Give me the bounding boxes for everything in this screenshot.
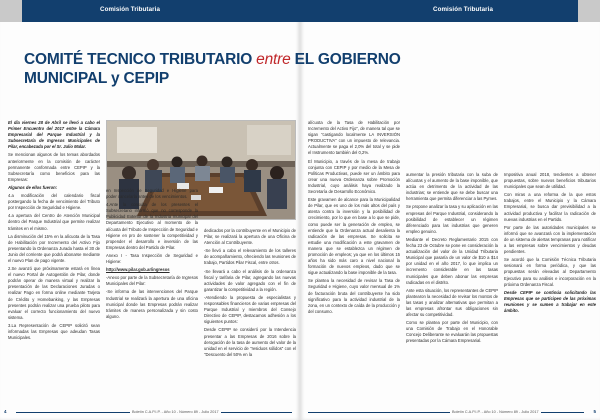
right-footer: [300, 406, 600, 420]
headline-part-1: COMITÉ TECNICO TRIBUTARIO: [24, 51, 257, 68]
left-footer: [0, 406, 300, 420]
paragraph: -Atendiendo la propuesta de especialistas y responsables financieros de varias empresas del Parque Industrial y miembros del Consejo Directivo de CEPIP, destacamos adhesión a los siguientes puntos:: [204, 294, 296, 325]
paragraph: Como se plantea por parte del Municipio, con una Comisión de Trabajo en el Honorable Concejo Deliberante se evaluarán las propuestas presentadas por la Cámara Empresarial.: [406, 320, 498, 344]
left-column-1: [8, 120, 100, 403]
right-column-1: [308, 120, 400, 403]
paragraph: Se acordó que la Comisión Técnica Tributaria sesionará en forma periódica, y que las propuestas serán elevadas al Departamento Ejecutivo para su análisis e incorporación en la próxima Ordenanza Fiscal.: [504, 257, 596, 287]
right-header-bar: [300, 0, 600, 22]
left-column-3: [204, 228, 296, 403]
paragraph: en Inspección de Seguridad e Higiene para poder cancelarla antes de los vencimientos.: [106, 188, 198, 200]
paragraph: 3.La Representación de CEPIP solicitó sean informadas las Empresas que adeudan Tasas Municipales.: [8, 322, 100, 341]
paragraph: 4.Ante la consulta de los presentes el Subsecretario informó que no corresponde la Publicidad Exterior de la Industria municipal del Departamento Ejecutivo al momento de la alícuota del Tributo de Inspección de Seguridad e Higiene en pro de sostener la competitividad y propender el desarrollo e inversión de las Empresas dentro del Partido de Pilar.: [106, 202, 198, 250]
paragraph: 4.a apertura del Centro de Atención Municipal dentro del Parque Industrial que permite realizar trámites en el mismo.: [8, 213, 100, 231]
left-column-2: [106, 188, 198, 403]
right-column-3: [504, 172, 596, 403]
left-header-bar: [0, 0, 300, 22]
headline-part-2: EL GOBIERNO MUNICIPAL y CEPIP: [24, 51, 401, 87]
paragraph: 4.a modificación del calendario fiscal postergando la fecha de vencimiento del Tributo por Inspección de Seguridad e Higiene.: [8, 193, 100, 211]
paragraph: Anexo I - Tasa Inspección de Seguridad e Higiene:: [106, 252, 198, 265]
page-number-left: 4: [4, 409, 7, 414]
paragraph: aumentar la presión tributaria con la suba de alícuotas y el aumento de la base imponible, que actúa en detrimento de la actividad de las industrias; se entiende que se debe buscar una herramienta que permita diferenciar a las Pymes.: [406, 172, 498, 202]
paragraph: Por parte de las autoridades municipales se informó que se avanzará con la implementación de un sistema de alertas tempranas para notificar a las empresas sobre vencimientos y deudas pendientes.: [504, 224, 596, 255]
paragraph: Se propone analizar la tasa y su aplicación en las empresas del Parque Industrial, considerando la posibilidad de establecer un régimen diferenciado para las industrias que generen empleo genuino.: [406, 204, 498, 234]
ingresos-link[interactable]: http://www.pilar.gob.ar/ingresos: [106, 267, 170, 273]
paragraph: La disminución del 15% en la alícuota de la Tasa de Habilitación por Incremento del Activo Fijo presentando la Ordenanza Jurada hasta el 30 de Junio del corriente que podrá abonarse mediante el nuevo Plan de pago vigente.: [8, 233, 100, 263]
section-title-left: Comisión Tributaria: [100, 6, 161, 13]
closing-lead: Desde CEPIP se continúa solicitando las Empresas que se participen de las próximas reuniones y se sumen a trabajar en este ámbito.: [504, 289, 596, 313]
headline-emphasis: entre: [256, 51, 291, 68]
paragraph: Se mencionan algunos de los temas abordados anteriormente en la comisión de carácter permanente conformada entre CEPIP y la Subsecretaría como beneficios para las Empresas:: [8, 152, 100, 182]
paragraph: Con miras a una reforma de la que estos trabajos, entre el Municipio y la Cámara Empresarial, se busca dar previsibilidad a la actividad productiva y facilitar la radicación de nuevas industrias en el Partido.: [504, 192, 596, 222]
paragraph: -Se llevará a cabo el análisis de la ordenanza fiscal y tarifaria de Pilar, agregando las nuevas actividades de valor agregado con el fin de garantizar la competitividad a la región.: [204, 268, 296, 292]
paragraph: dedicados por la contribuyente en el Municipio de Pilar, se realizará la apertura de una Oficina de Atención al Contribuyente.: [204, 228, 296, 246]
intro-lead: El día viernes 28 de Abril se llevó a cabo el Primer Encuentro del 2017 entre la Cámara Empresarial del Parque Industrial y la Subsecretaría de Ingresos Municipales de Pilar, encabezada por el Sr. Julio Malar.: [8, 120, 100, 150]
left-header-accent: [0, 0, 22, 22]
subheading: Algunos de ellos fueron:: [8, 184, 58, 190]
paragraph: Se plantea la necesidad de revisar la Tasa de Seguridad e Higiene, cuyo valor mensual de 1% de facturación bruta del contribuyente ha sido significativo para la actividad industrial de la zona, en un contexto de caída de la producción y del consumo.: [308, 278, 400, 314]
article-headline: [24, 50, 404, 88]
paragraph: -Se llevó a cabo el relevamiento de los talleres de acompañamiento, ofreciendo las reuniones de trabajo, Partidos Pilar Fiscal, entre otros.: [204, 248, 296, 266]
paragraph: -Se informa de las intervenciones del Parque Industrial se realizará la apertura de una oficina municipal donde las Empresas podrán realizar trámites de manera personalizada y sin costo alguno.: [106, 289, 198, 319]
paragraph: -Anexo por parte de la Subsecretaría de Ingresos Municipales del Pilar:: [106, 275, 198, 287]
paragraph: Mediante el Decreto Reglamentario 2015 con fecha 23 de Octubre se pone en consideración la actualización del valor de la Unidad Tributaria Municipal que pasaría de un valor de $10 a $14 por unidad en el año 2017, lo que implica un incremento considerable en las tasas municipales que deben abonar las empresas radicadas en el distrito.: [406, 236, 498, 285]
paragraph: Ante esta situación, los representantes de CEPIP plantearon la necesidad de revisar los montos de las tasas y analizar alternativas que permitan a las empresas afrontar sus obligaciones sin afectar su competitividad.: [406, 287, 498, 318]
right-header-accent: [578, 0, 600, 22]
paragraph: El Municipio, a través de la mesa de trabajo conjunta con CEPIP y por medio de la Mesa de Políticas Productivas, puede ser un ámbito para crear una nueva Ordenanza sobre Promoción Industrial, cuyo análisis haya realizado la Secretaría de Desarrollo Económico.: [308, 158, 400, 195]
paragraph: Impositiva anual 2018, tendientes a obtener propuestas, sobre nuevos beneficios tributarios municipales que sean de utilidad.: [504, 172, 596, 190]
paragraph: alícuota de la Tasa de Habilitación por Incremento del Activo Fijo", de manera tal que se sigan "castigando localmente LA INVERSIÓN PRODUCTIVA" con un impuesto de relevancia. Actualmente se paga el 2,0% del total y se pide el Instrumento también del 0,2%.: [308, 120, 400, 156]
page-number-right: 5: [593, 409, 596, 414]
footer-text-left: Boletín C.A.P.I.P. - Año 10 - Número 89 - Julio 2017: [132, 410, 219, 414]
paragraph: Desde CEPIP se consideró por la Intendencia presentar a las Empresas de 2016 sobre la derogación de la tasa de aumento del valor de la unidad en el servicio de "residuos sólidos" con el "Descuento del 50% en la: [204, 327, 296, 357]
footer-rule: [308, 412, 584, 413]
right-column-2: [406, 172, 498, 403]
paragraph: 2.Se avanzó que próximamente estará en línea el nuevo Portal de Autogestión de Pilar, donde podrán operar de manera virtual y realizar la presentación de las Declaraciones Juradas o realizar Pago en forma online mediante Tarjeta de Crédito y Homebanking, y las Empresas presentes podrán realizar una prueba piloto para evaluar el correcto funcionamiento del nuevo sistema.: [8, 266, 100, 320]
section-title-right: Comisión Tributaria: [433, 6, 494, 13]
paragraph: Este gravamen de alcance para la Municipalidad de Pilar, que es uno de los más altos del país y atenta contra la inversión y la posibilidad de crecimiento, por lo que en base a lo que se pide, como puede ser la generación de empleo, se entiende que la Ordenanza actual desalienta la radicación de las empresas. Se solicita se estudie una modificación a este gravamen de manera que se establezca un régimen de promoción de empleos; ya que en los últimos 15 años ha sido más caro a nivel nacional la formación de nuevos empleos, dado que se sigue actualizando la base imponible de la tasa.: [308, 197, 400, 276]
footer-text-right: Boletín C.A.P.I.P. - Año 10 - Número 89 - Julio 2017: [452, 410, 539, 414]
